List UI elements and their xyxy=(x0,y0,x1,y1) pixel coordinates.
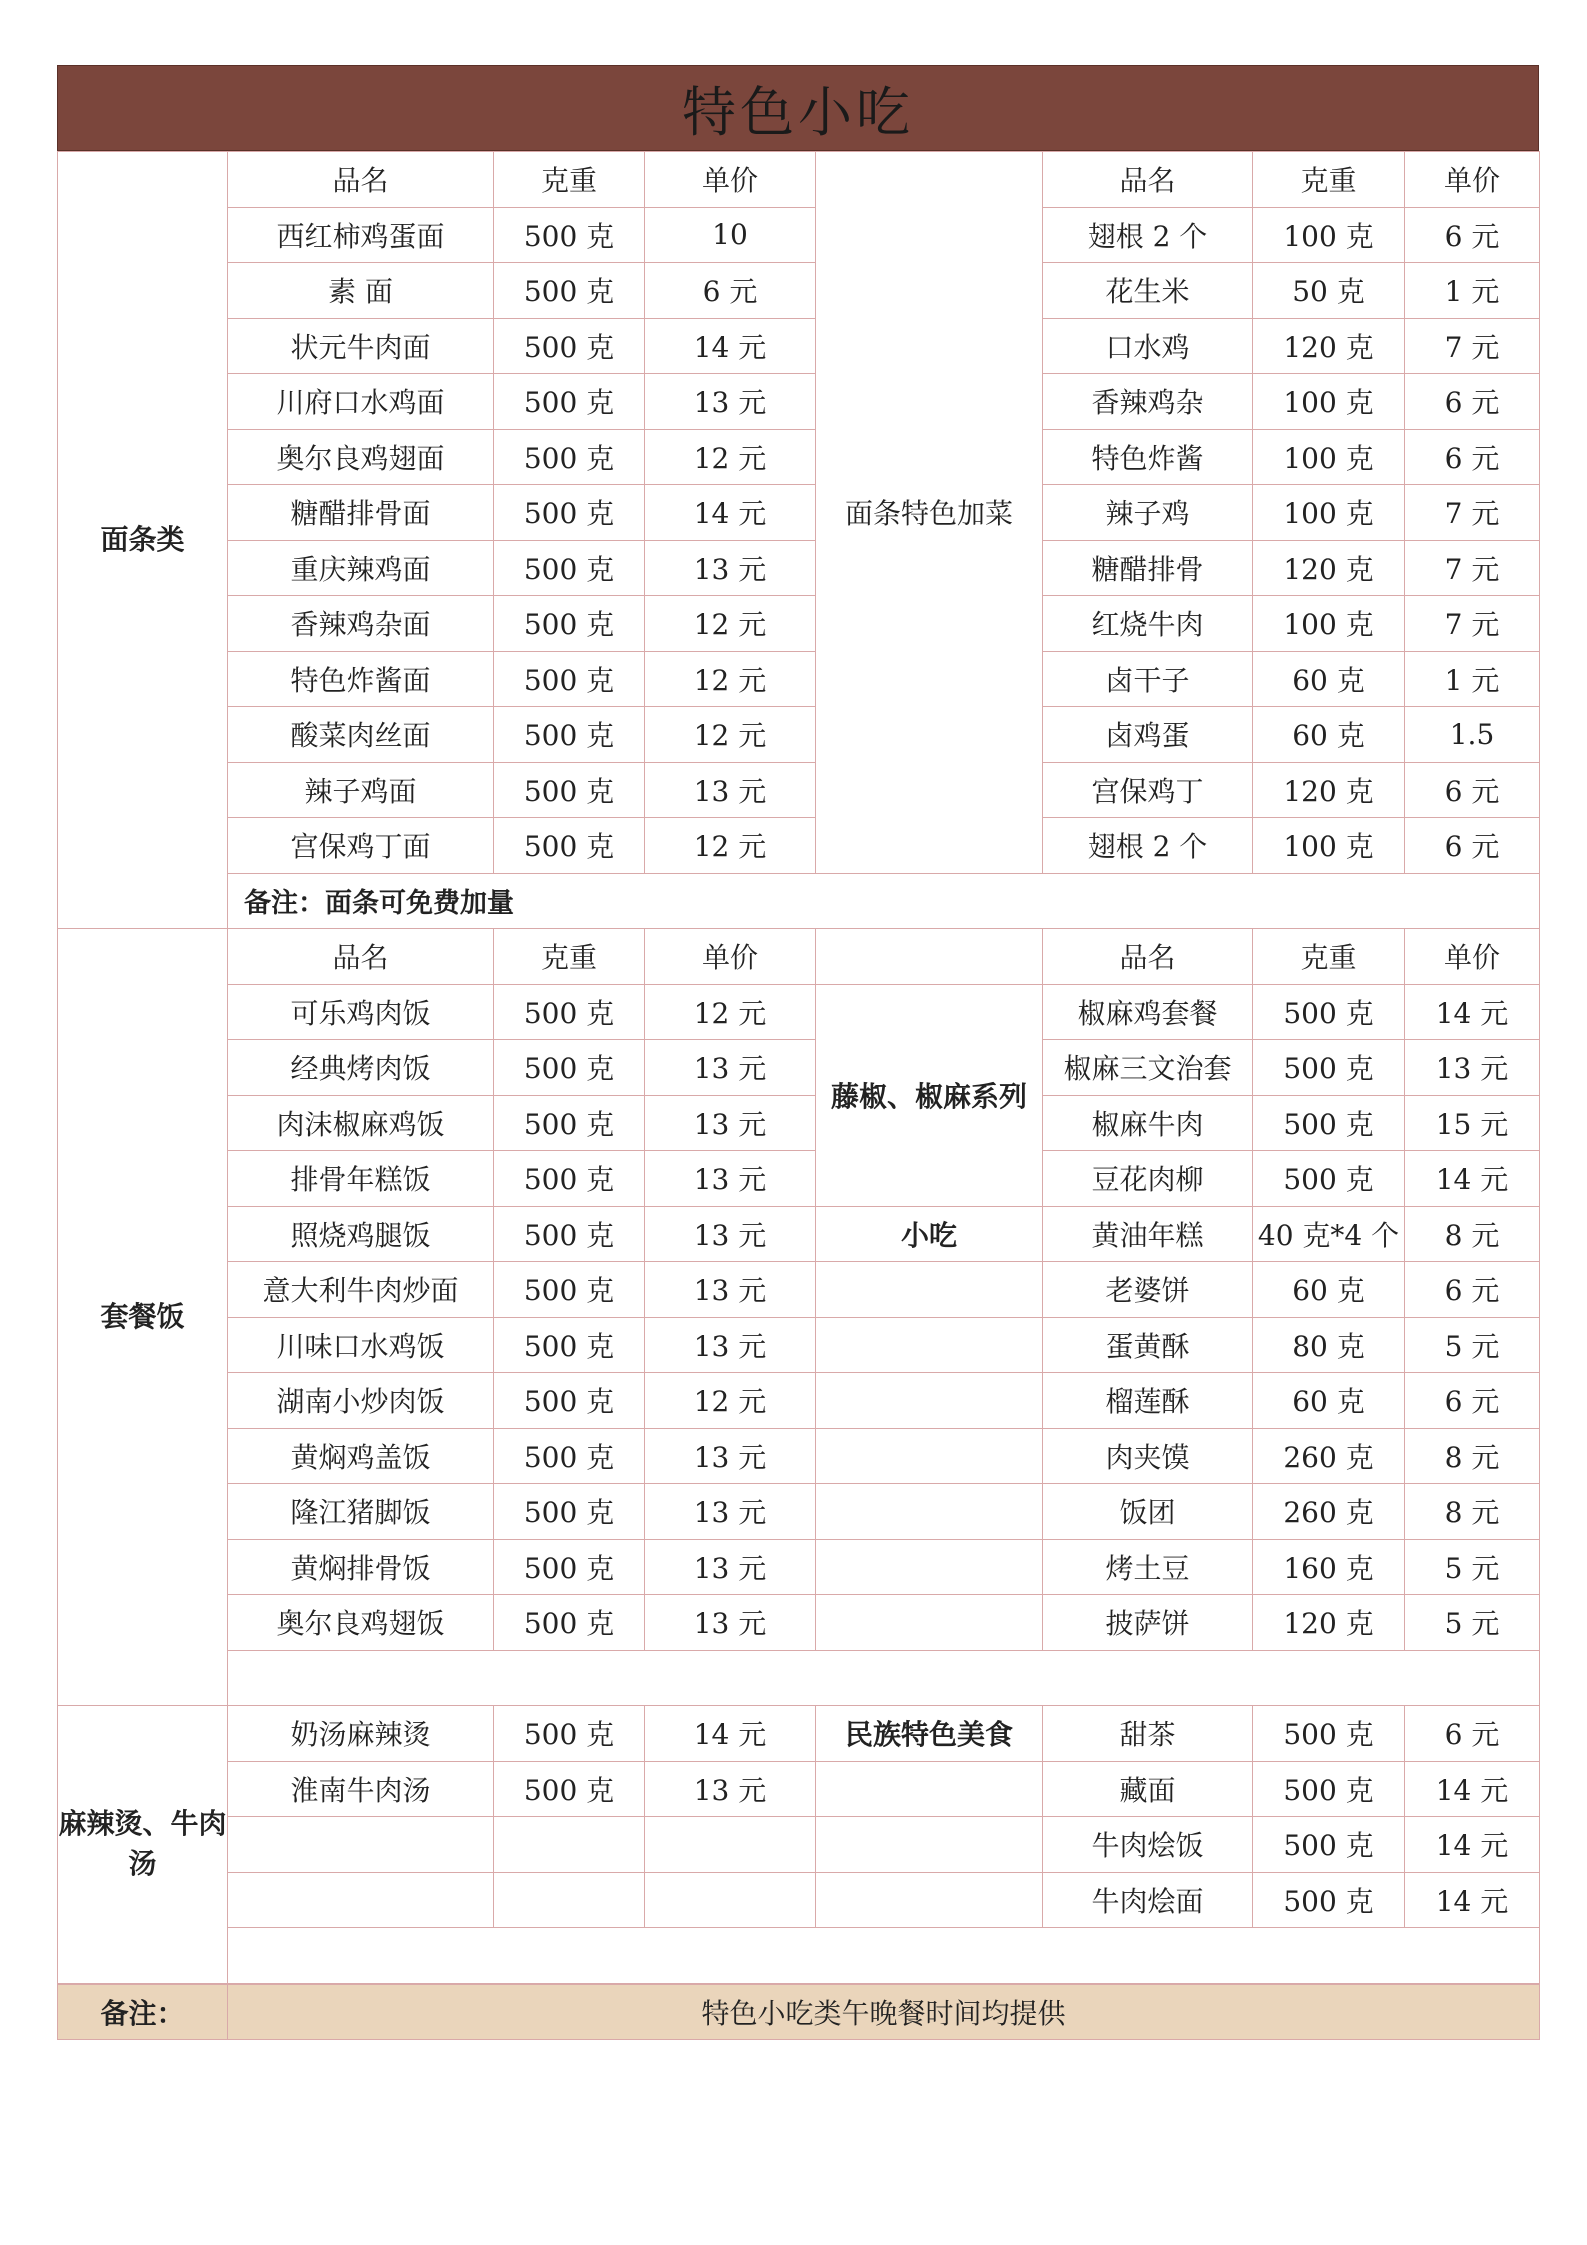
right-item-name: 肉夹馍 xyxy=(1043,1428,1253,1484)
table-row xyxy=(58,540,1540,596)
left-item-weight: 500 克 xyxy=(494,596,645,652)
left-item-weight: 500 克 xyxy=(494,1539,645,1595)
table-row xyxy=(58,1206,1540,1262)
left-item-weight: 500 克 xyxy=(494,1428,645,1484)
left-item-price: 13 元 xyxy=(645,1040,816,1096)
left-item-name xyxy=(228,1817,494,1873)
right-item-price: 14 元 xyxy=(1405,984,1540,1040)
left-item-name: 黄焖鸡盖饭 xyxy=(228,1428,494,1484)
right-item-name: 椒麻三文治套 xyxy=(1043,1040,1253,1096)
left-item-weight: 500 克 xyxy=(494,374,645,430)
right-header-name: 品名 xyxy=(1043,152,1253,208)
table-row xyxy=(58,984,1540,1040)
left-header-weight: 克重 xyxy=(494,152,645,208)
left-item-price: 13 元 xyxy=(645,1095,816,1151)
right-item-price: 6 元 xyxy=(1405,429,1540,485)
right-item-weight: 500 克 xyxy=(1253,1761,1405,1817)
page-title: 特色小吃 xyxy=(57,65,1539,151)
right-item-price: 8 元 xyxy=(1405,1428,1540,1484)
right-item-price: 1.5 xyxy=(1405,707,1540,763)
right-item-weight: 60 克 xyxy=(1253,651,1405,707)
left-item-price: 13 元 xyxy=(645,374,816,430)
left-item-weight: 500 克 xyxy=(494,984,645,1040)
right-item-weight: 260 克 xyxy=(1253,1428,1405,1484)
right-item-name: 糖醋排骨 xyxy=(1043,540,1253,596)
table-row xyxy=(58,485,1540,541)
right-item-name: 披萨饼 xyxy=(1043,1595,1253,1651)
right-item-name: 牛肉烩面 xyxy=(1043,1872,1253,1928)
category-noodles: 面条类 xyxy=(58,152,228,929)
left-item-weight: 500 克 xyxy=(494,651,645,707)
right-item-name: 椒麻鸡套餐 xyxy=(1043,984,1253,1040)
table-row xyxy=(58,1706,1540,1762)
right-item-name: 豆花肉柳 xyxy=(1043,1151,1253,1207)
right-item-price: 6 元 xyxy=(1405,207,1540,263)
left-item-weight: 500 克 xyxy=(494,1484,645,1540)
right-item-price: 14 元 xyxy=(1405,1151,1540,1207)
left-item-price: 13 元 xyxy=(645,1317,816,1373)
right-item-weight: 50 克 xyxy=(1253,263,1405,319)
right-item-name: 甜茶 xyxy=(1043,1706,1253,1762)
right-item-price: 5 元 xyxy=(1405,1317,1540,1373)
left-item-weight: 500 克 xyxy=(494,1317,645,1373)
left-item-name: 淮南牛肉汤 xyxy=(228,1761,494,1817)
right-item-weight: 120 克 xyxy=(1253,762,1405,818)
left-header-price: 单价 xyxy=(645,929,816,985)
right-item-weight: 100 克 xyxy=(1253,374,1405,430)
right-item-name: 卤干子 xyxy=(1043,651,1253,707)
menu-sheet xyxy=(57,65,1539,2040)
left-item-price: 12 元 xyxy=(645,984,816,1040)
right-item-price: 6 元 xyxy=(1405,1373,1540,1429)
left-header-price: 单价 xyxy=(645,152,816,208)
right-item-price: 7 元 xyxy=(1405,596,1540,652)
right-item-weight: 100 克 xyxy=(1253,207,1405,263)
left-item-name: 宫保鸡丁面 xyxy=(228,818,494,874)
rice-empty-row xyxy=(58,1650,1540,1706)
left-item-name: 隆江猪脚饭 xyxy=(228,1484,494,1540)
left-item-name: 可乐鸡肉饭 xyxy=(228,984,494,1040)
right-item-weight: 500 克 xyxy=(1253,1706,1405,1762)
rice-middle-blank xyxy=(816,1595,1043,1651)
soup-empty-cell xyxy=(228,1928,1540,1984)
right-item-name: 特色炸酱 xyxy=(1043,429,1253,485)
table-row xyxy=(58,1373,1540,1429)
table-row xyxy=(58,651,1540,707)
right-item-price: 7 元 xyxy=(1405,485,1540,541)
left-item-weight: 500 克 xyxy=(494,318,645,374)
right-item-weight: 500 克 xyxy=(1253,1040,1405,1096)
right-item-price: 14 元 xyxy=(1405,1817,1540,1873)
left-item-price: 13 元 xyxy=(645,540,816,596)
right-item-weight: 120 克 xyxy=(1253,1595,1405,1651)
right-item-price: 5 元 xyxy=(1405,1539,1540,1595)
right-header-price: 单价 xyxy=(1405,929,1540,985)
left-item-weight: 500 克 xyxy=(494,485,645,541)
right-item-name: 牛肉烩饭 xyxy=(1043,1817,1253,1873)
left-item-price: 14 元 xyxy=(645,485,816,541)
soup-middle-blank xyxy=(816,1817,1043,1873)
soup-middle-blank xyxy=(816,1872,1043,1928)
right-item-name: 椒麻牛肉 xyxy=(1043,1095,1253,1151)
left-item-name: 经典烤肉饭 xyxy=(228,1040,494,1096)
left-item-price: 14 元 xyxy=(645,318,816,374)
left-item-weight: 500 克 xyxy=(494,1262,645,1318)
table-row xyxy=(58,263,1540,319)
right-item-name: 榴莲酥 xyxy=(1043,1373,1253,1429)
left-item-price: 13 元 xyxy=(645,1539,816,1595)
rice-header-row xyxy=(58,929,1540,985)
left-item-name: 奥尔良鸡翅饭 xyxy=(228,1595,494,1651)
left-item-weight: 500 克 xyxy=(494,1595,645,1651)
left-item-weight: 500 克 xyxy=(494,1095,645,1151)
left-item-price xyxy=(645,1872,816,1928)
noodles-middle-label: 面条特色加菜 xyxy=(816,152,1043,874)
left-item-weight: 500 克 xyxy=(494,1706,645,1762)
right-item-name: 黄油年糕 xyxy=(1043,1206,1253,1262)
left-item-weight xyxy=(494,1817,645,1873)
right-item-price: 6 元 xyxy=(1405,374,1540,430)
rice-middle-label-1: 藤椒、椒麻系列 xyxy=(816,984,1043,1206)
table-row xyxy=(58,1262,1540,1318)
left-item-weight: 500 克 xyxy=(494,1761,645,1817)
rice-middle-blank xyxy=(816,1373,1043,1429)
right-item-weight: 80 克 xyxy=(1253,1317,1405,1373)
noodles-header-row xyxy=(58,152,1540,208)
right-item-weight: 100 克 xyxy=(1253,485,1405,541)
left-item-name: 川味口水鸡饭 xyxy=(228,1317,494,1373)
left-item-weight: 500 克 xyxy=(494,1206,645,1262)
left-item-weight: 500 克 xyxy=(494,1373,645,1429)
right-item-weight: 500 克 xyxy=(1253,1872,1405,1928)
category-soup: 麻辣烫、牛肉汤 xyxy=(58,1706,228,1984)
left-item-price: 13 元 xyxy=(645,1761,816,1817)
right-item-price: 8 元 xyxy=(1405,1484,1540,1540)
left-item-name: 重庆辣鸡面 xyxy=(228,540,494,596)
left-header-weight: 克重 xyxy=(494,929,645,985)
right-header-weight: 克重 xyxy=(1253,152,1405,208)
rice-empty-cell xyxy=(228,1650,1540,1706)
right-item-weight: 120 克 xyxy=(1253,540,1405,596)
rice-middle-label-2: 小吃 xyxy=(816,1206,1043,1262)
left-item-weight: 500 克 xyxy=(494,707,645,763)
table-row xyxy=(58,207,1540,263)
right-item-name: 红烧牛肉 xyxy=(1043,596,1253,652)
right-item-name: 辣子鸡 xyxy=(1043,485,1253,541)
right-item-weight: 500 克 xyxy=(1253,1151,1405,1207)
left-item-name: 特色炸酱面 xyxy=(228,651,494,707)
right-item-price: 1 元 xyxy=(1405,263,1540,319)
right-item-name: 老婆饼 xyxy=(1043,1262,1253,1318)
right-item-price: 13 元 xyxy=(1405,1040,1540,1096)
right-item-price: 6 元 xyxy=(1405,1262,1540,1318)
right-item-weight: 100 克 xyxy=(1253,429,1405,485)
left-item-price: 12 元 xyxy=(645,818,816,874)
footer-text: 特色小吃类午晚餐时间均提供 xyxy=(228,1984,1540,2040)
left-item-name: 状元牛肉面 xyxy=(228,318,494,374)
table-row xyxy=(58,1095,1540,1151)
right-item-name: 蛋黄酥 xyxy=(1043,1317,1253,1373)
left-item-name: 糖醋排骨面 xyxy=(228,485,494,541)
right-item-weight: 40 克*4 个 xyxy=(1253,1206,1405,1262)
left-item-price: 13 元 xyxy=(645,762,816,818)
table-row xyxy=(58,707,1540,763)
table-row xyxy=(58,374,1540,430)
right-item-price: 8 元 xyxy=(1405,1206,1540,1262)
right-item-price: 5 元 xyxy=(1405,1595,1540,1651)
table-row xyxy=(58,1872,1540,1928)
noodles-note-row xyxy=(58,873,1540,929)
table-row xyxy=(58,429,1540,485)
left-item-weight: 500 克 xyxy=(494,1151,645,1207)
left-item-price: 13 元 xyxy=(645,1151,816,1207)
left-item-name: 奥尔良鸡翅面 xyxy=(228,429,494,485)
rice-middle-blank xyxy=(816,1428,1043,1484)
right-item-weight: 100 克 xyxy=(1253,596,1405,652)
right-item-weight: 60 克 xyxy=(1253,1373,1405,1429)
right-item-name: 宫保鸡丁 xyxy=(1043,762,1253,818)
right-item-name: 香辣鸡杂 xyxy=(1043,374,1253,430)
right-item-weight: 120 克 xyxy=(1253,318,1405,374)
table-row xyxy=(58,596,1540,652)
left-item-price: 12 元 xyxy=(645,651,816,707)
right-item-name: 花生米 xyxy=(1043,263,1253,319)
right-item-weight: 260 克 xyxy=(1253,1484,1405,1540)
table-row xyxy=(58,1539,1540,1595)
left-item-name: 西红柿鸡蛋面 xyxy=(228,207,494,263)
left-item-price: 12 元 xyxy=(645,707,816,763)
left-item-weight xyxy=(494,1872,645,1928)
left-item-price: 13 元 xyxy=(645,1484,816,1540)
soup-middle-blank xyxy=(816,1761,1043,1817)
footer-row xyxy=(58,1984,1540,2040)
category-rice: 套餐饭 xyxy=(58,929,228,1706)
left-item-name: 川府口水鸡面 xyxy=(228,374,494,430)
left-item-price: 13 元 xyxy=(645,1595,816,1651)
right-item-weight: 100 克 xyxy=(1253,818,1405,874)
left-item-price: 12 元 xyxy=(645,1373,816,1429)
left-item-name: 素 面 xyxy=(228,263,494,319)
left-item-price: 13 元 xyxy=(645,1428,816,1484)
left-item-weight: 500 克 xyxy=(494,1040,645,1096)
left-item-price: 13 元 xyxy=(645,1262,816,1318)
right-item-price: 6 元 xyxy=(1405,1706,1540,1762)
right-item-weight: 500 克 xyxy=(1253,984,1405,1040)
left-item-weight: 500 克 xyxy=(494,207,645,263)
left-item-weight: 500 克 xyxy=(494,429,645,485)
left-item-name: 肉沫椒麻鸡饭 xyxy=(228,1095,494,1151)
left-item-name: 辣子鸡面 xyxy=(228,762,494,818)
left-item-name: 排骨年糕饭 xyxy=(228,1151,494,1207)
left-item-price: 14 元 xyxy=(645,1706,816,1762)
right-item-weight: 500 克 xyxy=(1253,1095,1405,1151)
right-item-name: 翅根 2 个 xyxy=(1043,207,1253,263)
footer-label: 备注： xyxy=(58,1984,228,2040)
table-row xyxy=(58,1317,1540,1373)
rice-middle-blank xyxy=(816,1317,1043,1373)
table-row xyxy=(58,1817,1540,1873)
rice-middle-blank xyxy=(816,1484,1043,1540)
table-row xyxy=(58,818,1540,874)
right-item-weight: 500 克 xyxy=(1253,1817,1405,1873)
left-item-weight: 500 克 xyxy=(494,540,645,596)
rice-middle-blank xyxy=(816,929,1043,985)
right-header-name: 品名 xyxy=(1043,929,1253,985)
left-item-weight: 500 克 xyxy=(494,818,645,874)
table-row xyxy=(58,762,1540,818)
left-item-weight: 500 克 xyxy=(494,762,645,818)
soup-empty-row xyxy=(58,1928,1540,1984)
table-row xyxy=(58,1761,1540,1817)
table-row xyxy=(58,318,1540,374)
left-item-price xyxy=(645,1817,816,1873)
table-row xyxy=(58,1040,1540,1096)
left-item-name: 酸菜肉丝面 xyxy=(228,707,494,763)
right-header-price: 单价 xyxy=(1405,152,1540,208)
left-header-name: 品名 xyxy=(228,929,494,985)
right-item-name: 翅根 2 个 xyxy=(1043,818,1253,874)
table-row xyxy=(58,1595,1540,1651)
right-item-weight: 60 克 xyxy=(1253,1262,1405,1318)
right-item-price: 7 元 xyxy=(1405,540,1540,596)
right-item-price: 14 元 xyxy=(1405,1872,1540,1928)
right-item-price: 6 元 xyxy=(1405,818,1540,874)
right-item-name: 藏面 xyxy=(1043,1761,1253,1817)
menu-table xyxy=(57,151,1540,1984)
rice-middle-blank xyxy=(816,1262,1043,1318)
left-item-price: 10 xyxy=(645,207,816,263)
right-item-weight: 160 克 xyxy=(1253,1539,1405,1595)
left-item-name: 照烧鸡腿饭 xyxy=(228,1206,494,1262)
left-item-price: 12 元 xyxy=(645,596,816,652)
noodles-note: 备注：面条可免费加量 xyxy=(228,873,1540,929)
soup-middle-label: 民族特色美食 xyxy=(816,1706,1043,1762)
left-item-name: 黄焖排骨饭 xyxy=(228,1539,494,1595)
right-item-name: 烤土豆 xyxy=(1043,1539,1253,1595)
right-item-name: 饭团 xyxy=(1043,1484,1253,1540)
right-item-name: 卤鸡蛋 xyxy=(1043,707,1253,763)
table-row xyxy=(58,1151,1540,1207)
left-item-name: 湖南小炒肉饭 xyxy=(228,1373,494,1429)
footer-table xyxy=(57,1984,1540,2041)
left-header-name: 品名 xyxy=(228,152,494,208)
left-item-name: 奶汤麻辣烫 xyxy=(228,1706,494,1762)
right-item-price: 14 元 xyxy=(1405,1761,1540,1817)
table-row xyxy=(58,1484,1540,1540)
right-header-weight: 克重 xyxy=(1253,929,1405,985)
right-item-price: 15 元 xyxy=(1405,1095,1540,1151)
left-item-name: 意大利牛肉炒面 xyxy=(228,1262,494,1318)
table-row xyxy=(58,1428,1540,1484)
left-item-price: 6 元 xyxy=(645,263,816,319)
left-item-name xyxy=(228,1872,494,1928)
left-item-price: 13 元 xyxy=(645,1206,816,1262)
left-item-name: 香辣鸡杂面 xyxy=(228,596,494,652)
rice-middle-blank xyxy=(816,1539,1043,1595)
left-item-price: 12 元 xyxy=(645,429,816,485)
right-item-price: 6 元 xyxy=(1405,762,1540,818)
right-item-name: 口水鸡 xyxy=(1043,318,1253,374)
right-item-weight: 60 克 xyxy=(1253,707,1405,763)
left-item-weight: 500 克 xyxy=(494,263,645,319)
right-item-price: 7 元 xyxy=(1405,318,1540,374)
right-item-price: 1 元 xyxy=(1405,651,1540,707)
